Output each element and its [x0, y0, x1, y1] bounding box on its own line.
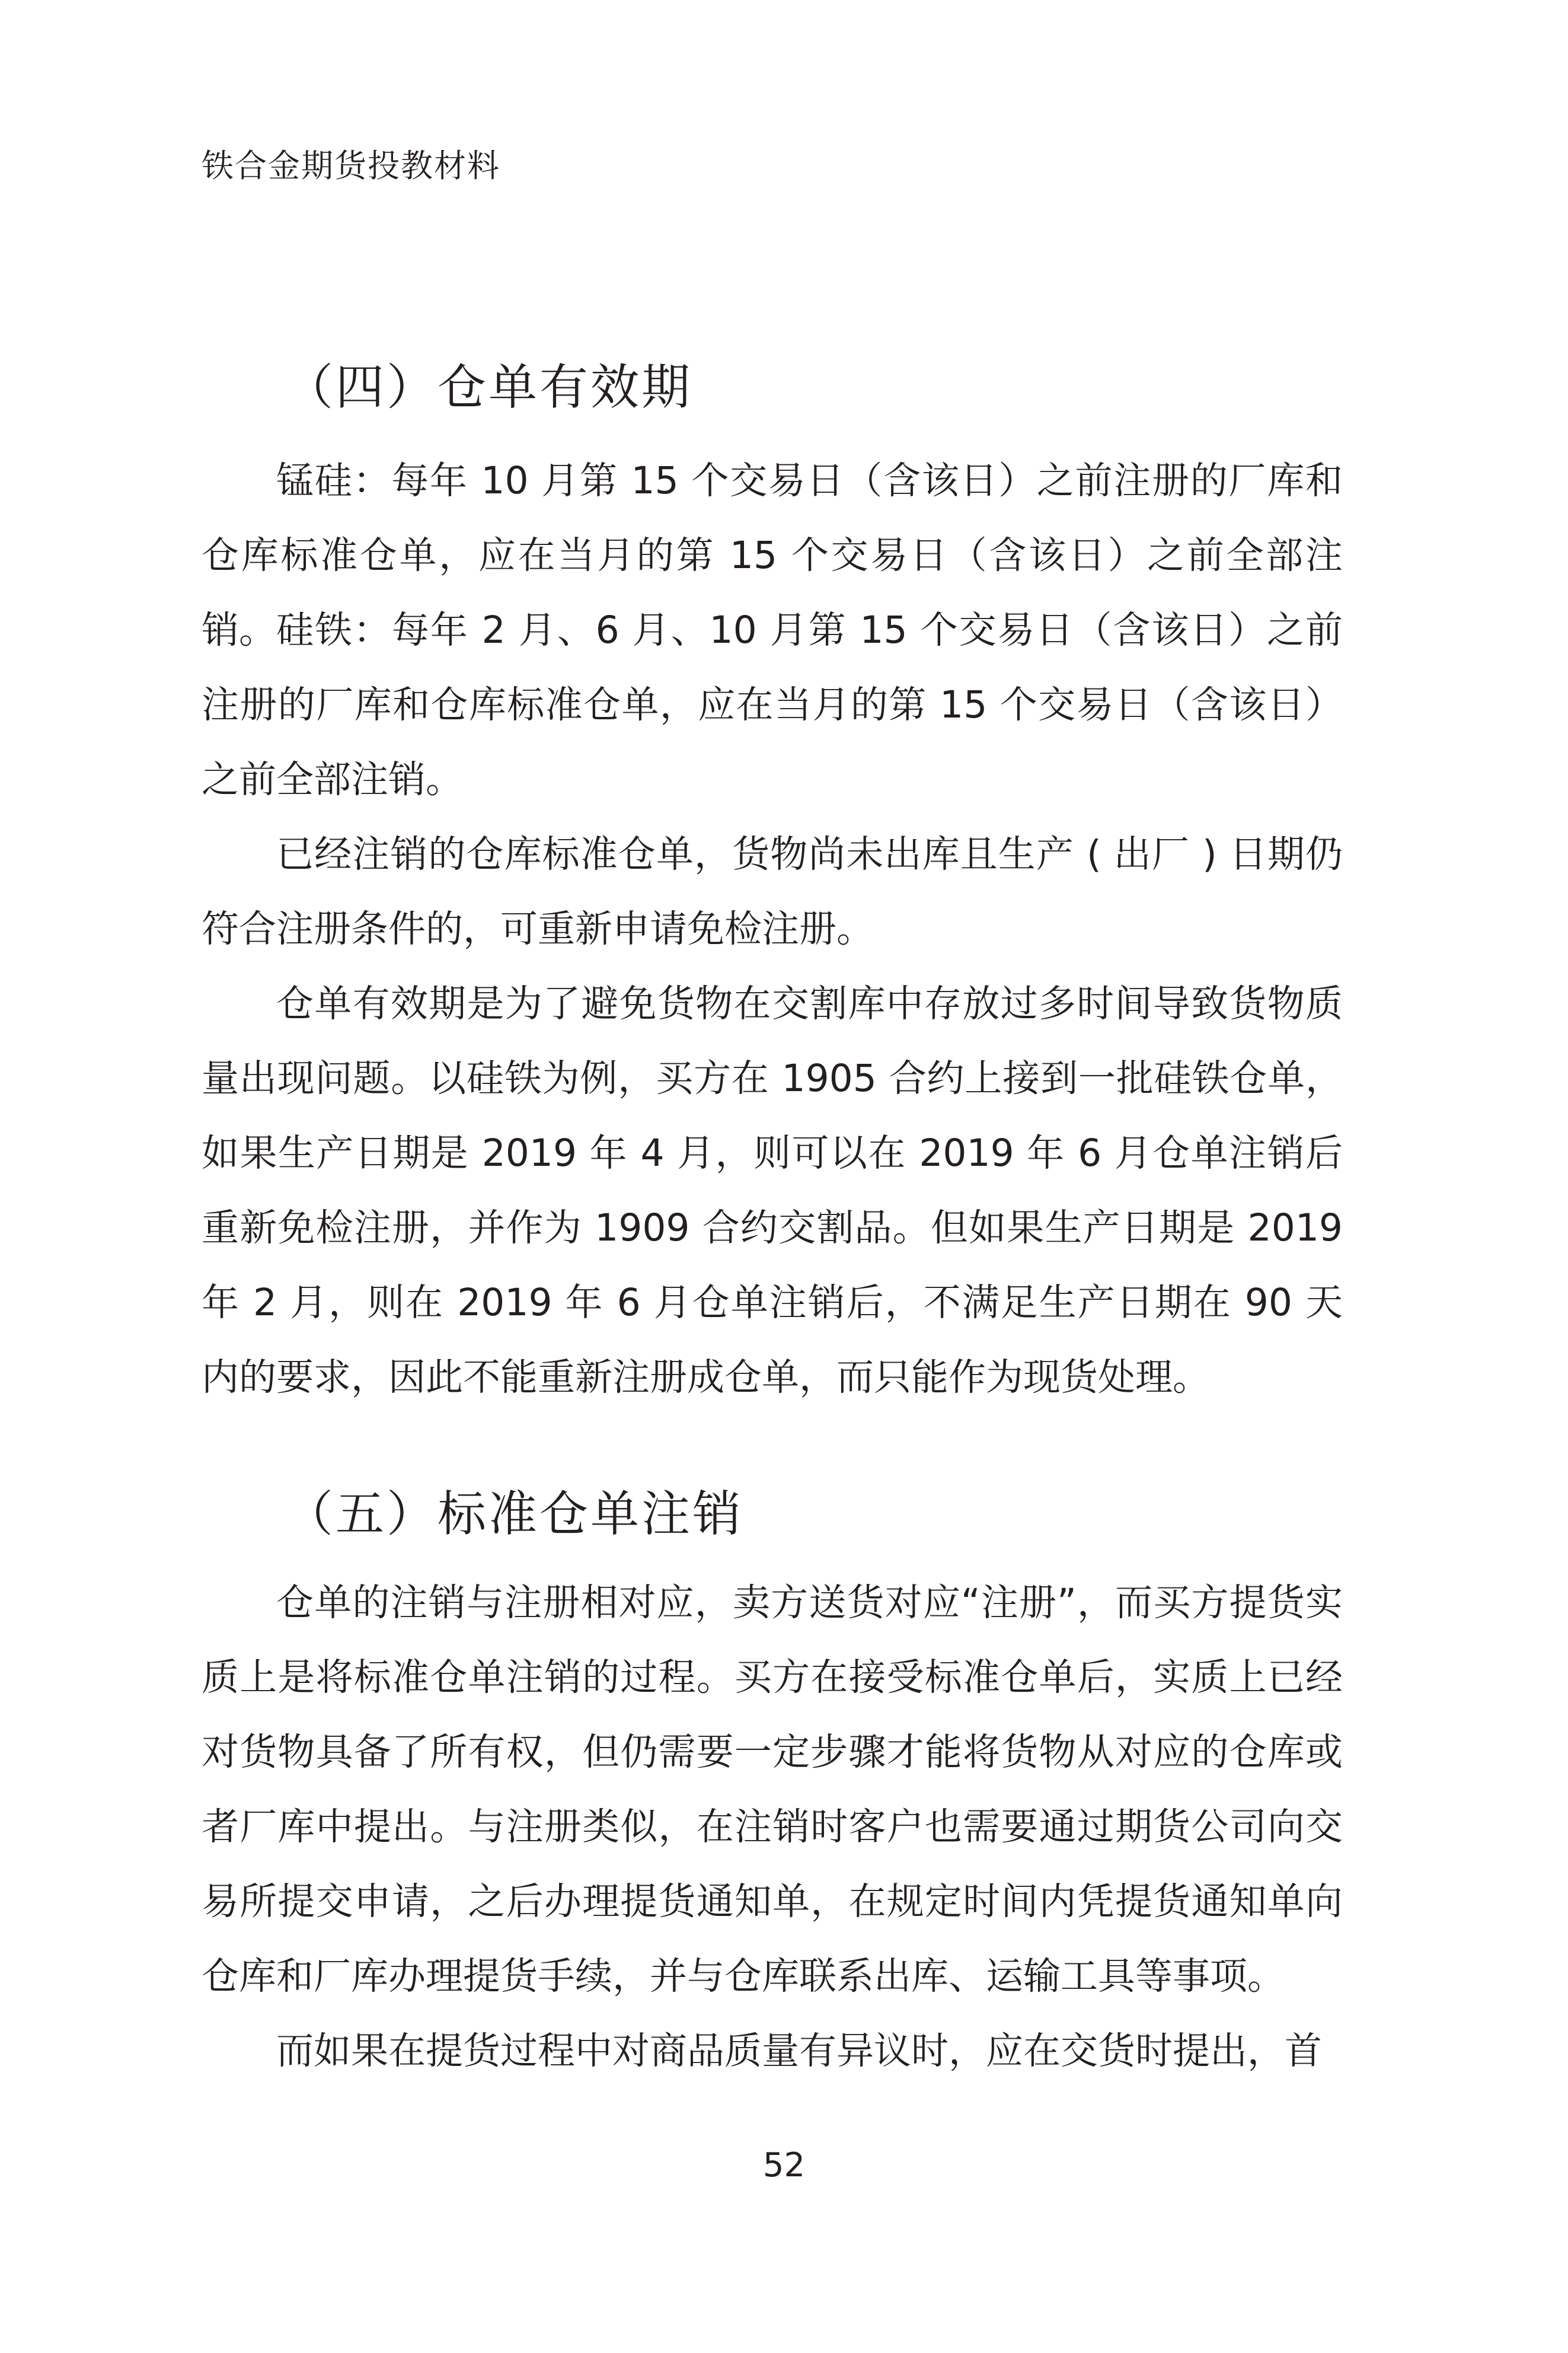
paragraph-quality-objection: 而如果在提货过程中对商品质量有异议时，应在交货时提出，首: [276, 2029, 1322, 2073]
page-number: 52: [762, 2146, 806, 2185]
running-header: 铁合金期货投教材料: [202, 147, 500, 184]
paragraph-ferrosilicon: 硅铁：每年 2 月、6 月、10 月第 15 个交易日（含该日）之前注册的厂库和仓库标准仓单，应在当月的第 15 个交易日（含该日）之前全部注销。: [202, 608, 1343, 801]
paragraph-reregistration: 已经注销的仓库标准仓单，货物尚未出库且生产 ( 出厂 ) 日期仍符合注册条件的，可重新申请免检注册。: [202, 833, 1343, 951]
paragraph-cancellation-process: 仓单的注销与注册相对应，卖方送货对应“注册”，而买方提货实质上是将标准仓单注销的过程。买方在接受标准仓单后，实质上已经对货物具备了所有权，但仍需要一定步骤才能将货物从对应的仓库或者厂库中提出。与注册类似，在注销时客户也需要通过期货公司向交易所提交申请，之后办理提货通知单，在规定时间内凭提货通知单向仓库和厂库办理提货手续，并与仓库联系出库、运输工具等事项。: [202, 1581, 1343, 1998]
paragraph-silicomanganese: 锰硅：每年 10 月第 15 个交易日（含该日）之前注册的厂库和仓库标准仓单，应在当月的第 15 个交易日（含该日）之前全部注销。: [202, 459, 1343, 652]
paragraph-validity-example: 仓单有效期是为了避免货物在交割库中存放过多时间导致货物质量出现问题。以硅铁为例，买方在 1905 合约上接到一批硅铁仓单，如果生产日期是 2019 年 4 月，则可以在 2019 年 6 月仓单注销后重新免检注册，并作为 1909 合约交割品。但如果生产日期是 2019 年 2 月，则在 2019 年 6 月仓单注销后，不满足生产日期在 90 天内的要求，因此不能重新注册成仓单，而只能作为现货处理。: [202, 982, 1343, 1399]
section-title-warrant-validity: （四）仓单有效期: [285, 359, 693, 416]
section-title-warrant-cancellation: （五）标准仓单注销: [285, 1486, 744, 1542]
